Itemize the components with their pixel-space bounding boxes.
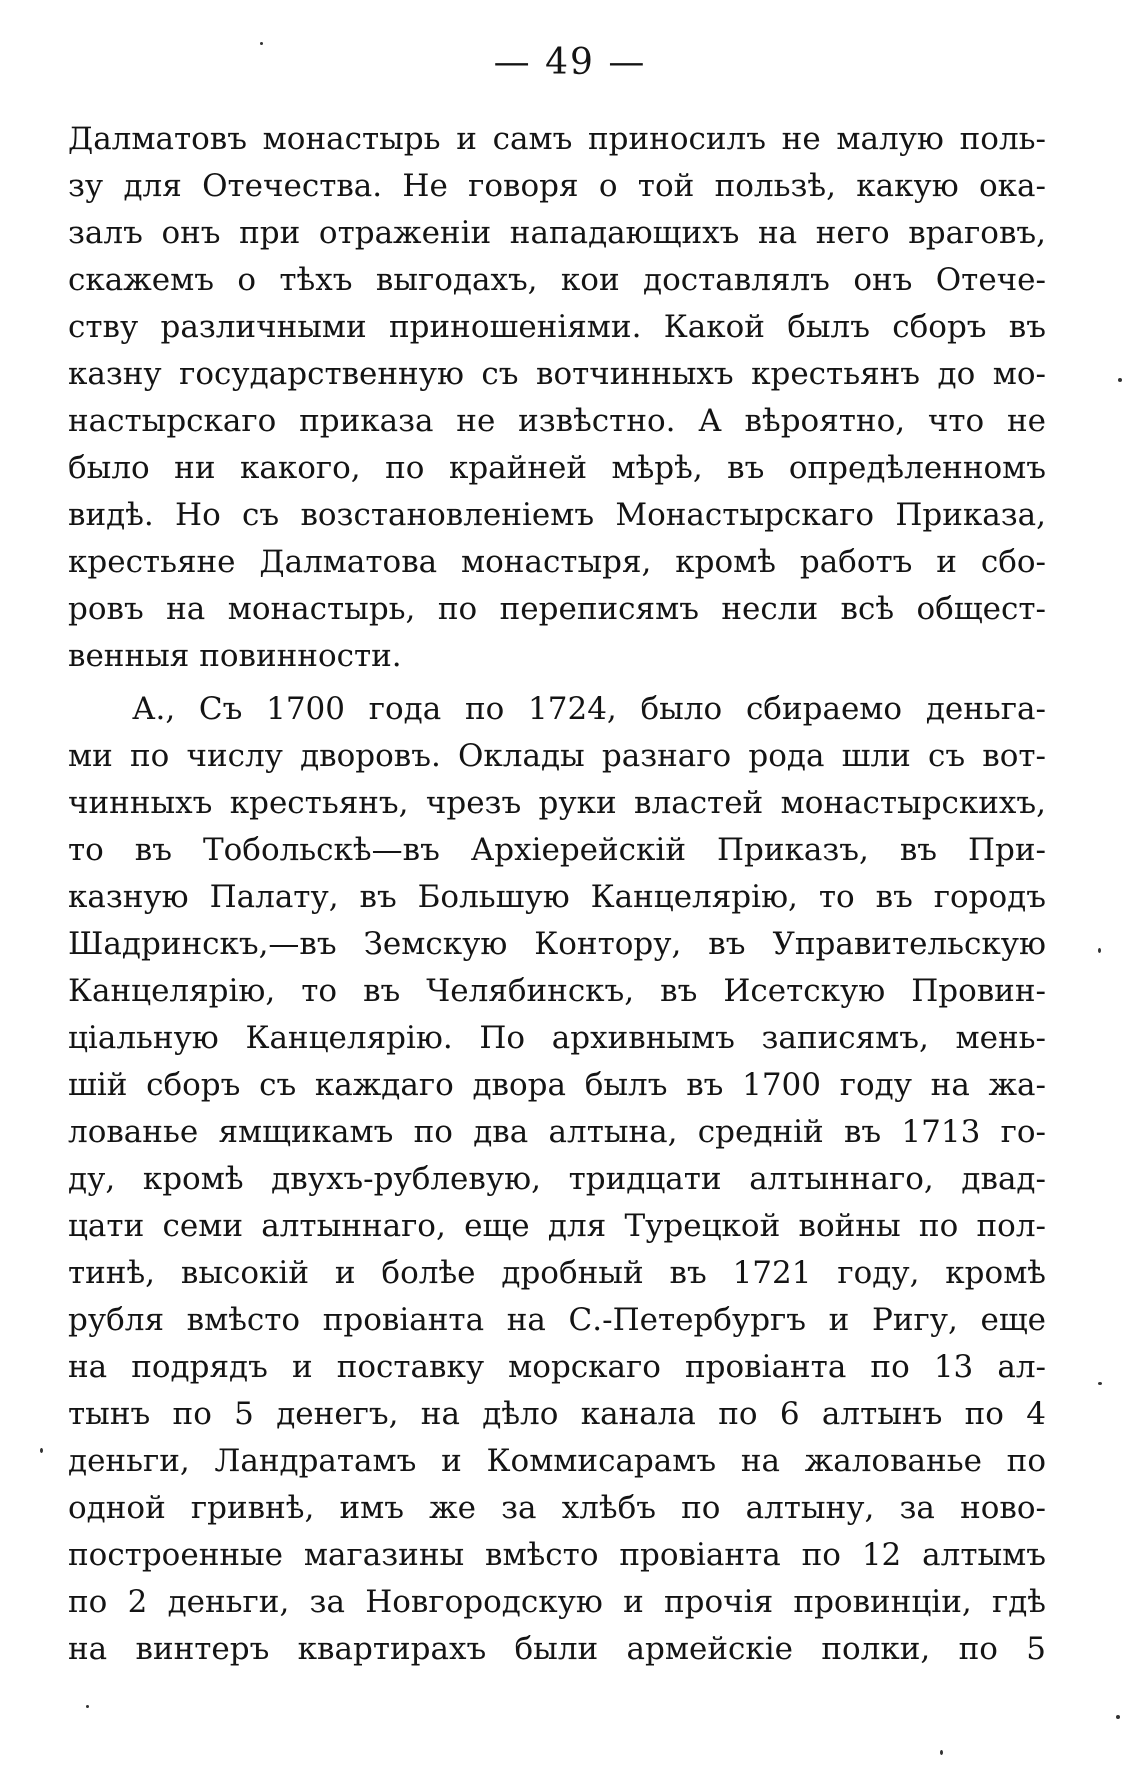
text-line: по 2 деньги, за Новгородскую и прочія провинціи, гдѣ — [68, 1584, 1046, 1620]
text-line: рубля вмѣсто провіанта на С.-Петербургъ и Ригу, еще — [68, 1302, 1046, 1338]
text-line: ровъ на монастырь, по переписямъ несли всѣ общест- — [68, 591, 1046, 627]
body-text — [68, 116, 1046, 1673]
scan-speck — [1098, 948, 1101, 953]
scan-speck — [86, 1705, 89, 1708]
text-line: тинѣ, высокій и болѣе дробный въ 1721 году, кромѣ — [68, 1255, 1046, 1291]
text-line: скажемъ о тѣхъ выгодахъ, кои доставлялъ онъ Отече- — [68, 262, 1046, 298]
text-line: то въ Тобольскѣ—въ Архіерейскій Приказъ, въ При- — [68, 832, 1046, 868]
text-line: ціальную Канцелярію. По архивнымъ записямъ, мень- — [68, 1020, 1046, 1056]
scan-speck — [260, 42, 263, 45]
text-line: построенные магазины вмѣсто провіанта по 12 алтымъ — [68, 1537, 1046, 1573]
text-line: ству различными приношеніями. Какой былъ сборъ въ — [68, 309, 1046, 345]
text-line: на винтеръ квартирахъ были армейскіе полки, по 5 — [68, 1631, 1046, 1667]
text-line: залъ онъ при отраженіи нападающихъ на него враговъ, — [68, 215, 1046, 251]
text-line: настырскаго приказа не извѣстно. А вѣроятно, что не — [68, 403, 1046, 439]
scan-speck — [1098, 1382, 1102, 1385]
text-line: лованье ямщикамъ по два алтына, средній въ 1713 го- — [68, 1114, 1046, 1150]
text-line: цати семи алтыннаго, еще для Турецкой войны по пол- — [68, 1208, 1046, 1244]
text-line: тынъ по 5 денегъ, на дѣло канала по 6 алтынъ по 4 — [68, 1396, 1046, 1432]
text-line: казную Палату, въ Большую Канцелярію, то въ городъ — [68, 879, 1046, 915]
text-line: было ни какого, по крайней мѣрѣ, въ опредѣленномъ — [68, 450, 1046, 486]
text-line: А., Съ 1700 года по 1724, было сбираемо деньга- — [132, 691, 1046, 727]
text-line: Канцелярію, то въ Челябинскъ, въ Исетскую Провин- — [68, 973, 1046, 1009]
scan-speck — [1118, 378, 1122, 382]
text-line: Шадринскъ,—въ Земскую Контору, въ Управительскую — [68, 926, 1046, 962]
text-line: венныя повинности. — [68, 638, 402, 674]
text-line: на подрядъ и поставку морскаго провіанта по 13 ал- — [68, 1349, 1046, 1385]
paragraph-2 — [68, 686, 1046, 1673]
text-line: казну государственную съ вотчинныхъ крестьянъ до мо- — [68, 356, 1046, 392]
page-number: — 49 — — [493, 42, 647, 83]
text-line: крестьяне Далматова монастыря, кромѣ работъ и сбо- — [68, 544, 1046, 580]
scan-speck — [940, 1750, 943, 1755]
text-line: чинныхъ крестьянъ, чрезъ руки властей монастырскихъ, — [68, 785, 1046, 821]
paragraph-1 — [68, 116, 1046, 680]
text-line: шій сборъ съ каждаго двора былъ въ 1700 году на жа- — [68, 1067, 1046, 1103]
text-line: одной гривнѣ, имъ же за хлѣбъ по алтыну, за ново- — [68, 1490, 1046, 1526]
scan-speck — [40, 1448, 43, 1453]
text-line: ми по числу дворовъ. Оклады разнаго рода шли съ вот- — [68, 738, 1046, 774]
text-line: деньги, Ландратамъ и Коммисарамъ на жалованье по — [68, 1443, 1046, 1479]
text-line: видѣ. Но съ возстановленіемъ Монастырскаго Приказа, — [68, 497, 1046, 533]
scan-speck — [1116, 1715, 1120, 1719]
text-line: ду, кромѣ двухъ-рублевую, тридцати алтыннаго, двад- — [68, 1161, 1046, 1197]
text-line: Далматовъ монастырь и самъ приносилъ не малую поль- — [68, 121, 1046, 157]
text-line: зу для Отечества. Не говоря о той пользѣ, какую ока- — [68, 168, 1046, 204]
